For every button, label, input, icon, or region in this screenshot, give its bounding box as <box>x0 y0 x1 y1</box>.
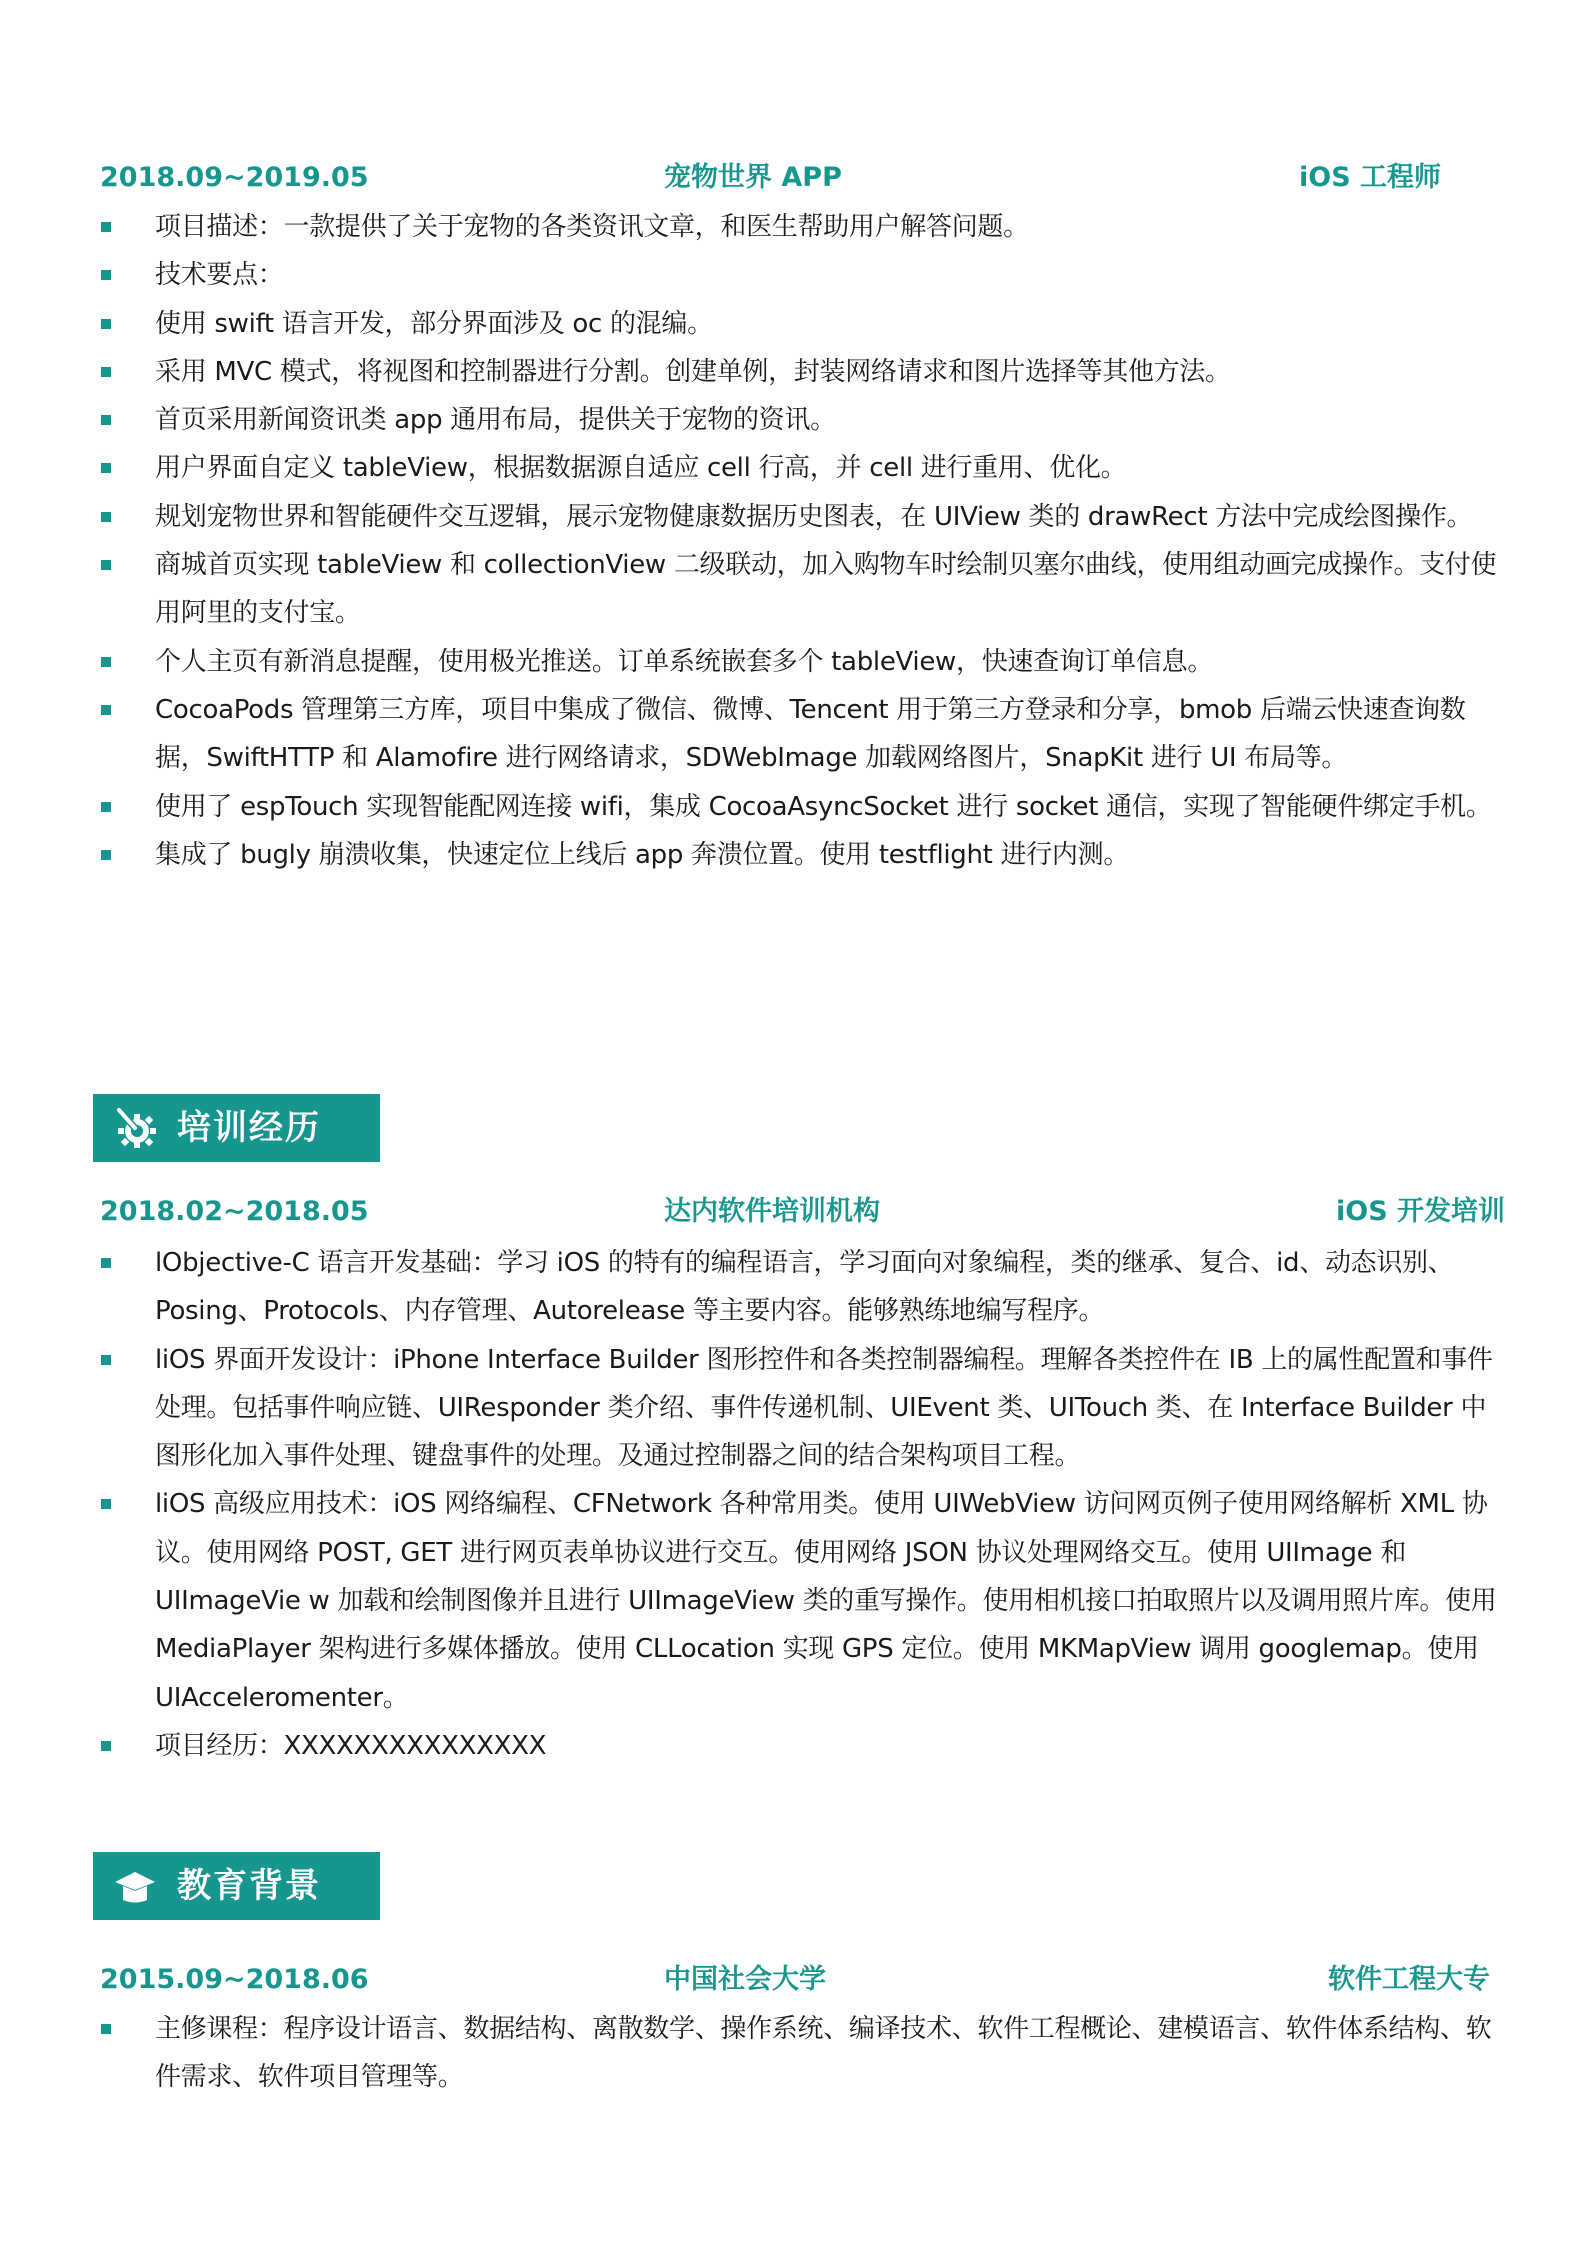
training-course: iOS 开发培训 <box>1336 1196 1506 1227</box>
square-bullet-icon <box>101 2024 111 2034</box>
project-date: 2018.09~2019.05 <box>100 162 369 193</box>
section-title-education <box>93 1852 380 1920</box>
square-bullet-icon <box>101 802 111 812</box>
square-bullet-icon <box>101 705 111 715</box>
list-item: lObjective-C 语言开发基础：学习 iOS 的特有的编程语言，学习面向对象编程，类的继承、复合、id、动态识别、Posing、Protocols、内存管理、Autorelease 等主要内容。能够熟练地编写程序。 <box>100 1239 1510 1336</box>
square-bullet-icon <box>101 270 111 280</box>
project-role: iOS 工程师 <box>1299 162 1442 193</box>
square-bullet-icon <box>101 1741 111 1751</box>
list-item: 使用 swift 语言开发，部分界面涉及 oc 的混编。 <box>100 300 1510 348</box>
graduation-cap-icon <box>113 1864 157 1908</box>
education-header-row <box>0 1962 1587 1998</box>
training-date: 2018.02~2018.05 <box>100 1196 369 1227</box>
list-item: liOS 界面开发设计：iPhone Interface Builder 图形控件和各类控制器编程。理解各类控件在 IB 上的属性配置和事件处理。包括事件响应链、UIResponder 类介绍、事件传递机制、UIEvent 类、UITouch 类、在 Interface Builder 中图形化加入事件处理、键盘事件的处理。及通过控制器之间的结合架构项目工程。 <box>100 1336 1510 1481</box>
list-item: 个人主页有新消息提醒，使用极光推送。订单系统嵌套多个 tableView，快速查询订单信息。 <box>100 638 1510 686</box>
section-title-label: 培训经历 <box>177 1108 321 1148</box>
gear-wrench-icon <box>113 1106 157 1150</box>
list-item: 使用了 espTouch 实现智能配网连接 wifi，集成 CocoaAsyncSocket 进行 socket 通信，实现了智能硬件绑定手机。 <box>100 783 1510 831</box>
list-item: 集成了 bugly 崩溃收集，快速定位上线后 app 奔溃位置。使用 testflight 进行内测。 <box>100 831 1510 879</box>
list-item: 技术要点： <box>100 251 1510 299</box>
square-bullet-icon <box>101 657 111 667</box>
education-school: 中国社会大学 <box>664 1964 826 1995</box>
square-bullet-icon <box>101 222 111 232</box>
training-org: 达内软件培训机构 <box>664 1196 880 1227</box>
square-bullet-icon <box>101 1499 111 1509</box>
list-item: liOS 高级应用技术：iOS 网络编程、CFNetwork 各种常用类。使用 UIWebView 访问网页例子使用网络解析 XML 协议。使用网络 POST, GET 进行网页表单协议进行交互。使用网络 JSON 协议处理网络交互。使用 UIImage 和 UIImageVie w 加载和绘制图像并且进行 UIImageView 类的重写操作。使用相机接口拍取照片以及调用照片库。使用 MediaPlayer 架构进行多媒体播放。使用 CLLocation 实现 GPS 定位。使用 MKMapView 调用 googlemap。使用 UIAcceleromenter。 <box>100 1480 1510 1721</box>
education-major: 软件工程大专 <box>1328 1964 1490 1995</box>
list-item: 首页采用新闻资讯类 app 通用布局，提供关于宠物的资讯。 <box>100 396 1510 444</box>
list-item: 用户界面自定义 tableView，根据数据源自适应 cell 行高，并 cell 进行重用、优化。 <box>100 444 1510 492</box>
list-item: 项目经历：XXXXXXXXXXXXXXX <box>100 1722 1510 1770</box>
list-item: 项目描述：一款提供了关于宠物的各类资讯文章，和医生帮助用户解答问题。 <box>100 203 1510 251</box>
square-bullet-icon <box>101 850 111 860</box>
square-bullet-icon <box>101 319 111 329</box>
project-header-row <box>0 160 1587 196</box>
square-bullet-icon <box>101 463 111 473</box>
training-header-row <box>0 1194 1587 1230</box>
square-bullet-icon <box>101 415 111 425</box>
square-bullet-icon <box>101 1258 111 1268</box>
square-bullet-icon <box>101 367 111 377</box>
list-item: 规划宠物世界和智能硬件交互逻辑，展示宠物健康数据历史图表，在 UIView 类的 drawRect 方法中完成绘图操作。 <box>100 493 1510 541</box>
project-name: 宠物世界 APP <box>664 162 842 193</box>
list-item: 商城首页实现 tableView 和 collectionView 二级联动，加入购物车时绘制贝塞尔曲线，使用组动画完成操作。支付使用阿里的支付宝。 <box>100 541 1510 638</box>
square-bullet-icon <box>101 560 111 570</box>
section-title-training <box>93 1094 380 1162</box>
square-bullet-icon <box>101 1355 111 1365</box>
list-item: CocoaPods 管理第三方库，项目中集成了微信、微博、Tencent 用于第三方登录和分享，bmob 后端云快速查询数据，SwiftHTTP 和 Alamofire 进行网络请求，SDWebImage 加载网络图片，SnapKit 进行 UI 布局等。 <box>100 686 1510 783</box>
education-date: 2015.09~2018.06 <box>100 1964 369 1995</box>
section-title-label: 教育背景 <box>177 1866 321 1906</box>
list-item: 主修课程：程序设计语言、数据结构、离散数学、操作系统、编译技术、软件工程概论、建模语言、软件体系结构、软件需求、软件项目管理等。 <box>100 2005 1510 2102</box>
education-detail-list <box>100 2005 1510 2102</box>
list-item: 采用 MVC 模式，将视图和控制器进行分割。创建单例，封装网络请求和图片选择等其他方法。 <box>100 348 1510 396</box>
square-bullet-icon <box>101 512 111 522</box>
project-detail-list <box>100 203 1510 879</box>
training-detail-list <box>100 1239 1510 1770</box>
